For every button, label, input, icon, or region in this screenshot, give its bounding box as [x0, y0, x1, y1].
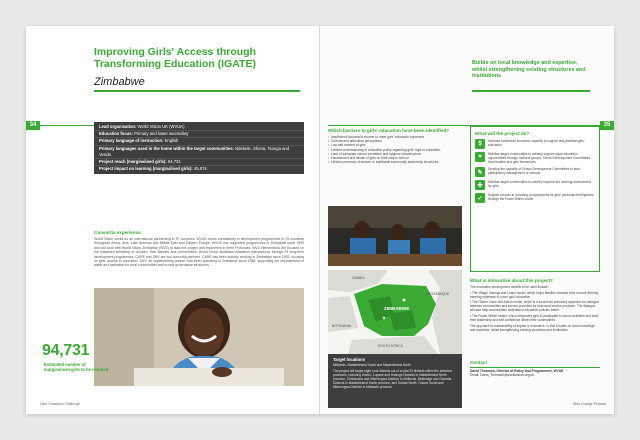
target-provinces: Midlands, Matabeleland South and Matabeleland North. [333, 363, 412, 367]
consortia-text: World Vision works as an international partnership in 97 countries. WVUK works consistently in development programmes in 29 countries throughout Africa, Asia, Latin America and Middle East and Eastern Europe. WVUK has supported programmes in Zimbabwe since 1999 and will work with World Vision Zimbabwe (WVZ) to lead this project and implement in three Provinces. WVZ interventions are focused on the sustained wellbeing of children, their families and communities. World Vision facilitates education interventions through 25 long-term development programmes. CARE and SNV are two consortia partners. CARE has been actively working in Zimbabwe since 1992, focusing on girls' access to education. SNV, an implementing partner, has been operating in Zimbabwe since 1985, supporting the improvement of water and sanitation for rural communities and school governance structures. [94, 237, 304, 268]
list-item: • Low self-esteem of girls [328, 143, 458, 147]
barriers-heading: Which barriers to girls' education have been identified? [328, 128, 450, 133]
brochure-spread [26, 26, 614, 414]
map-label-zambia: ZAMBIA [352, 276, 365, 280]
activity-item: ✚ Mobilise target communities to actively improve the learning environment for girls [475, 180, 595, 190]
info-row: Primary language of instruction: English [94, 138, 304, 145]
list-item: • Limited understanding of education policy regarding girls' right to education [328, 148, 458, 152]
consortia-heading: Consortia experience [94, 230, 141, 235]
girls-reached-caption: Estimated number of marginalised girls to be reached [44, 362, 109, 373]
barriers-list [328, 135, 458, 164]
list-item: • Harassment and abuse of girls on their way to school [328, 156, 458, 160]
left-page [26, 26, 320, 414]
page-number-right: 35 [600, 121, 614, 130]
map-label-south-africa: SOUTH AFRICA [378, 344, 404, 348]
activity-item: ✎ Develop the capacity of School Development Committees to lead participatory management of schools [475, 167, 595, 177]
innovation-paragraph: • The Village Savings and Loans model, which helps families increase their income thereby meeting expenses to cover girls' education [470, 290, 599, 299]
innovation-paragraph: • The Power Within model, which empowers girls to participate in school activities and build their leadership and self-confidence within their communities [470, 314, 599, 323]
map-label-mozambique: MOZAMBIQUE [426, 292, 450, 296]
activity-item: $ Increase household economic capacity to support and prioritise girls' education [475, 139, 595, 149]
info-row: Primary languages used in the home within the target communities: Ndebele, Shona, Tsonga and Venda [94, 146, 304, 159]
right-page [320, 26, 614, 414]
left-footer: Girls' Education Challenge [40, 402, 80, 406]
list-item: • Cultural and attitudinal perceptions [328, 139, 458, 143]
classroom-photo [328, 206, 462, 266]
list-item: • Lack of adequate school sanitation and hygiene infrastructure [328, 152, 458, 156]
contact-email: Email: David_Thomson@worldvision.org.uk [470, 373, 534, 378]
innovation-section [470, 285, 600, 333]
project-activities-box [470, 126, 600, 272]
innovation-paragraph: • The Citizen Voice and Action model, which is a local-level advocacy approach for dialogue between communities and service providers for improved service provision. The dialogue will also help communities understand education policies better [470, 300, 599, 313]
contact-name: David Thomson, Director of Policy and Programmes, WVUK [470, 369, 564, 373]
support-icon: ✓ [475, 193, 485, 203]
page-number-rule [40, 125, 94, 126]
girl-writing-photo [94, 288, 304, 386]
map-label-botswana: BOTSWANA [332, 324, 352, 328]
innovation-paragraph: The approach to sustainability of impact is innovative, in that it builds on local knowledge and expertise, whilst strengthening existing structures and institutions. [470, 323, 595, 332]
info-row: Project impact on learning (marginalised girls): 49,874 [99, 166, 207, 172]
info-row: Lead organisation: World Vision UK (WVUK) [94, 124, 304, 131]
target-locations-box [328, 354, 462, 408]
list-item: • Insufficient household income to meet girls' education expenses [328, 135, 458, 139]
list-item: • Limited presence of women in traditional community leadership structures [328, 160, 458, 164]
contact-rule [470, 367, 600, 368]
zimbabwe-map [328, 270, 462, 354]
contact-details [470, 369, 600, 378]
improve-icon: ✚ [475, 180, 485, 190]
info-row: Project reach (marginalised girls): 94,731 [94, 159, 304, 166]
info-row: Education focus: Primary and lower secondary [94, 131, 304, 138]
activity-item: ✓ Support schools in providing an opportunity for girls' personal development through the Power Within model [475, 193, 595, 203]
innovation-heading: What is innovative about this project? [470, 278, 553, 283]
target-locations-heading: Target locations [333, 357, 366, 362]
right-footer: Step Change Projects [573, 402, 606, 406]
title-rule [94, 90, 300, 92]
girl-photo-illustration [94, 288, 304, 386]
activities-heading: What will the project do? [475, 131, 530, 136]
classroom-illustration [328, 206, 462, 266]
innovation-paragraph: The innovative development models to be used include: [470, 285, 549, 289]
map-label-zimbabwe: ZIMBABWE [384, 306, 410, 311]
community-icon: ♥ [475, 152, 485, 162]
project-info-box [94, 122, 304, 174]
country-subtitle: Zimbabwe [94, 76, 145, 88]
contact-heading: Contact [470, 360, 488, 365]
target-districts: The project will target eight rural districts out of a total 23 districts within the selected provinces, including Gweru, Lupane and Hwange Districts in Matabeleland North province; Zvishavane and Mberengwa Districts in Midlands; Beitbridge and Gwanda Districts in Matabeleland South province; and Gokwe North, Gokwe South and Mberengwa Districts in Midlands province. [333, 369, 452, 390]
tagline: Builds on local knowledge and expertise, whilst strengthening existing structures and institutions [472, 60, 586, 80]
project-title: Improving Girls' Access through Transforming Education (IGATE) [94, 46, 256, 70]
page-number-left: 34 [26, 121, 40, 130]
barriers-section [328, 126, 458, 164]
activity-item: ♥ Mobilise target communities to actively support equal education opportunities through mothers groups, School Development Committees, local leaders and girls themselves [475, 152, 595, 164]
money-icon: $ [475, 139, 485, 149]
tagline-rule [472, 90, 590, 92]
girls-reached-number: 94,731 [42, 342, 90, 359]
pencil-icon: ✎ [475, 167, 485, 177]
map-illustration [328, 270, 462, 354]
